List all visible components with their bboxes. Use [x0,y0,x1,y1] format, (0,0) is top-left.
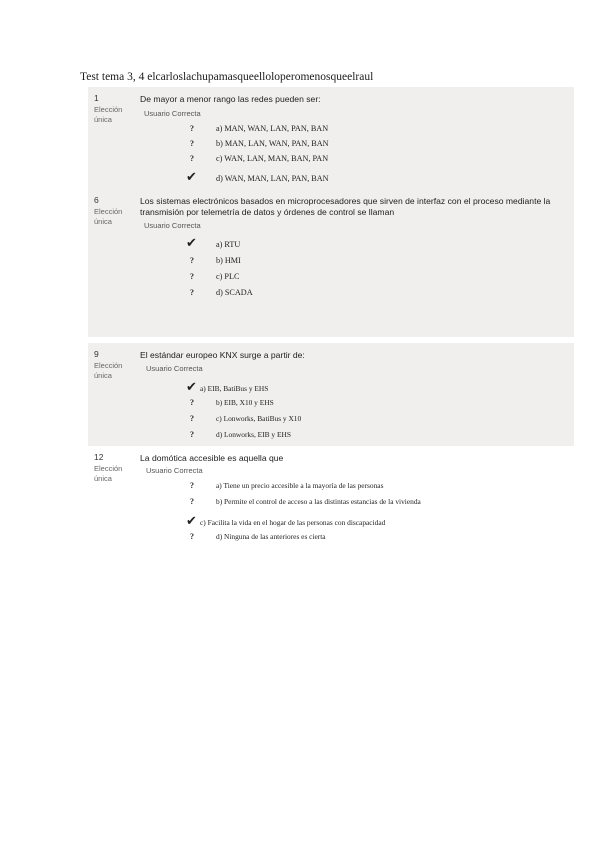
question-block-1 [88,87,574,189]
answer-option-correct [186,169,329,184]
option-text: a) Tiene un precio accesible a la mayoría de las personas [216,481,384,490]
question-block-12 [88,446,574,550]
question-number: 6 [94,195,99,205]
question-number: 1 [94,93,99,103]
unknown-mark-icon: ? [190,414,194,423]
unknown-mark-icon: ? [190,497,194,506]
question-text: El estándar europeo KNX surge a partir de: [140,350,305,360]
option-text: c) PLC [216,272,240,281]
question-type: Elección única [94,464,123,483]
check-icon: ✔ [186,379,197,394]
user-label: Usuario Correcta [146,364,203,373]
unknown-mark-icon: ? [190,430,194,439]
option-text: d) Ninguna de las anteriores es cierta [216,532,326,541]
question-block-9 [88,343,574,446]
unknown-mark-icon: ? [190,532,194,541]
unknown-mark-icon: ? [190,154,194,163]
user-label: Usuario Correcta [144,221,201,230]
question-text: De mayor a menor rango las redes pueden ser: [140,94,321,104]
option-text: b) EIB, X10 y EHS [216,398,274,407]
option-text: c) Facilita la vida en el hogar de las personas con discapacidad [200,518,386,527]
check-icon: ✔ [186,513,197,528]
question-number: 12 [94,452,104,462]
answer-option [190,124,328,133]
answer-option [190,481,383,490]
page-title: Test tema 3, 4 elcarloslachupamasqueelloloperomenosqueelraul [80,71,374,83]
answer-option [190,154,328,163]
check-icon: ✔ [186,235,197,250]
question-block-6 [88,189,574,337]
answer-option-correct [186,235,241,250]
answer-option [190,256,241,265]
answer-option [190,497,421,506]
option-text: c) Lonworks, BatiBus y X10 [216,414,302,423]
answer-option-correct [186,379,269,394]
option-text: b) MAN, LAN, WAN, PAN, BAN [216,139,329,148]
option-text: d) WAN, MAN, LAN, PAN, BAN [216,174,329,183]
answer-option [190,414,301,423]
unknown-mark-icon: ? [190,398,194,407]
check-icon: ✔ [186,169,197,184]
option-text: a) RTU [216,240,241,249]
answer-option [190,532,326,541]
answer-option [190,272,239,281]
question-text: Los sistemas electrónicos basados en microprocesadores que sirven de interfaz con el proceso mediante la transmisión por telemetría de datos y órdenes de control se llaman [140,196,551,217]
option-text: a) EIB, BatiBus y EHS [200,384,269,393]
unknown-mark-icon: ? [190,256,194,265]
question-text: La domótica accesible es aquella que [140,453,284,463]
unknown-mark-icon: ? [190,124,194,133]
option-text: a) MAN, WAN, LAN, PAN, BAN [216,124,329,133]
option-text: b) Permite el control de acceso a las distintas estancias de la vivienda [216,497,421,506]
answer-option [190,430,291,439]
option-text: b) HMI [216,256,241,265]
answer-option [190,398,274,407]
question-type: Elección única [94,361,123,380]
answer-option [190,139,329,148]
answer-option-correct [186,513,386,528]
answer-option [190,288,253,297]
unknown-mark-icon: ? [190,481,194,490]
question-type: Elección única [94,105,123,124]
question-type: Elección única [94,207,123,226]
user-label: Usuario Correcta [146,466,203,475]
option-text: c) WAN, LAN, MAN, BAN, PAN [216,154,329,163]
unknown-mark-icon: ? [190,272,194,281]
unknown-mark-icon: ? [190,139,194,148]
question-number: 9 [94,349,99,359]
option-text: d) Lonworks, EIB y EHS [216,430,291,439]
user-label: Usuario Correcta [144,109,201,118]
unknown-mark-icon: ? [190,288,194,297]
option-text: d) SCADA [216,288,253,297]
